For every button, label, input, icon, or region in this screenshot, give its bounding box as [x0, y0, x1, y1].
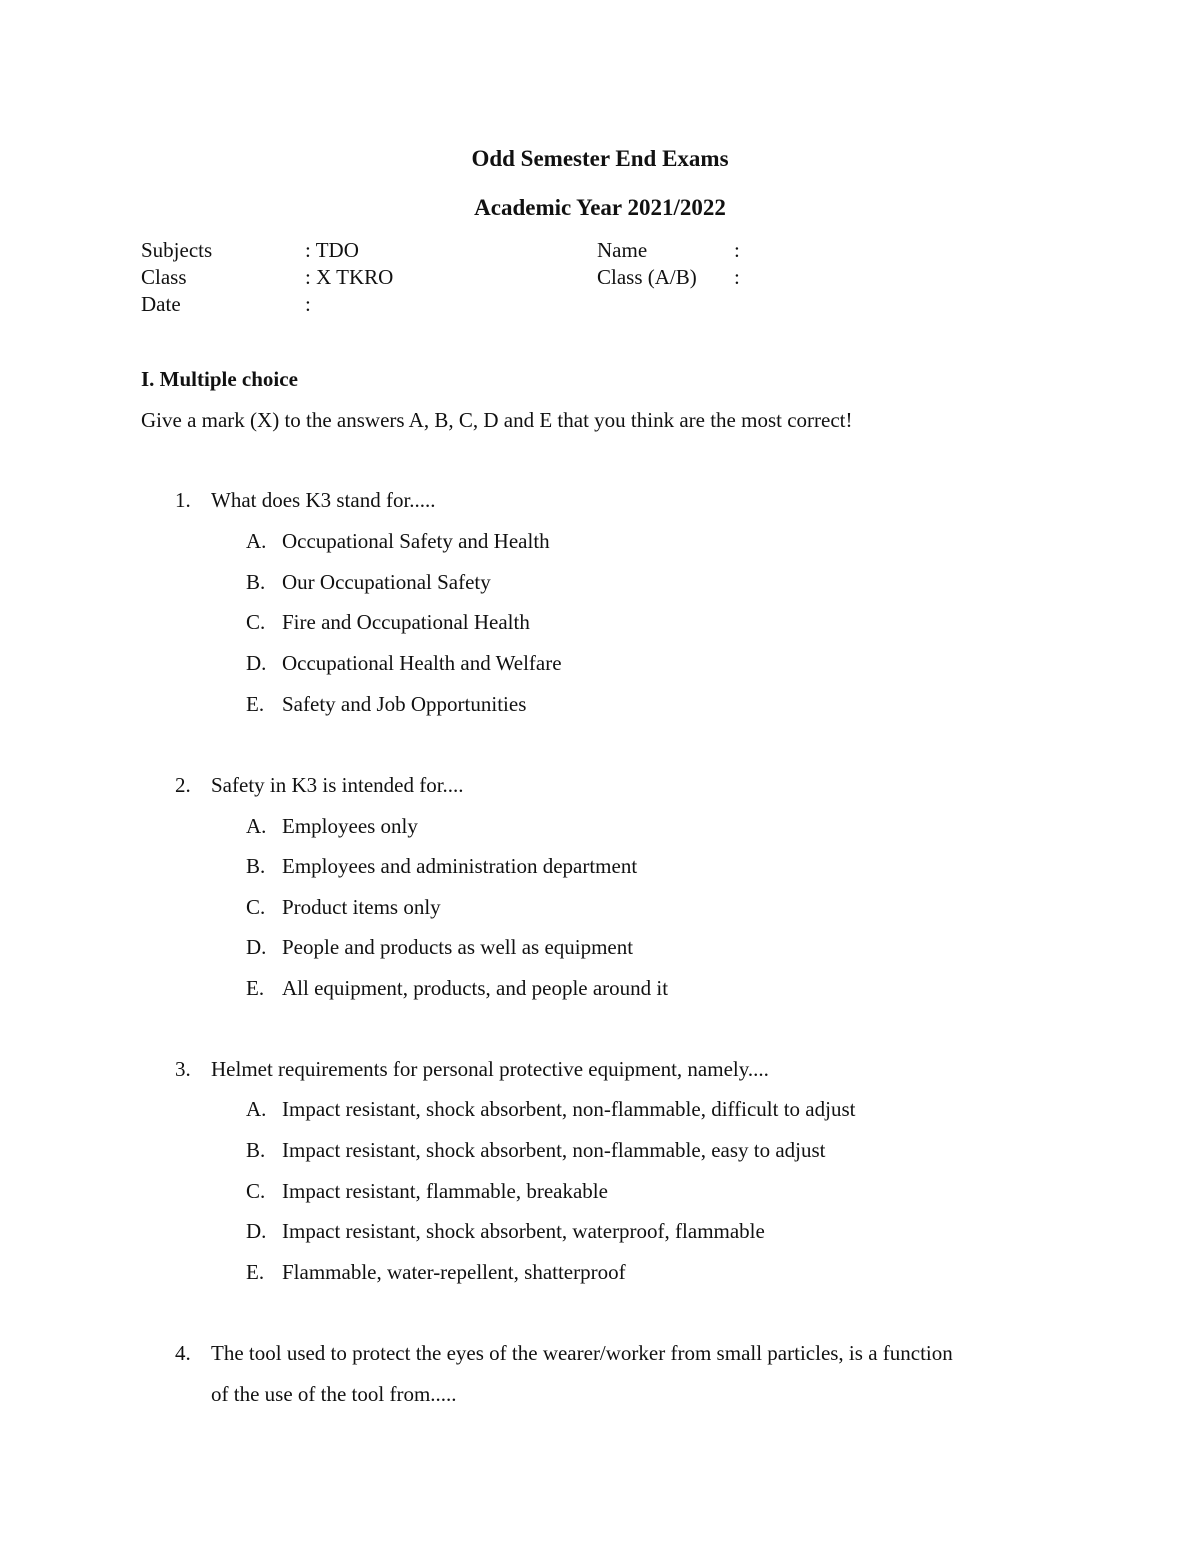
option-letter: A.	[246, 1097, 267, 1121]
subjects-label: Subjects	[141, 238, 213, 262]
option-letter: B.	[246, 1138, 266, 1162]
name-label: Name	[597, 238, 648, 262]
class-label: Class	[141, 265, 187, 289]
option-text: Occupational Health and Welfare	[282, 651, 562, 675]
option-letter: E.	[246, 976, 265, 1000]
question-number: 2.	[175, 773, 191, 797]
page-subtitle: Academic Year 2021/2022	[474, 195, 726, 220]
option-letter: A.	[246, 814, 267, 838]
section-instruction: Give a mark (X) to the answers A, B, C, D and E that you think are the most correct!	[141, 408, 853, 432]
option-text: Impact resistant, shock absorbent, non-flammable, difficult to adjust	[282, 1097, 856, 1121]
option-letter: C.	[246, 1179, 266, 1203]
class-value: : X TKRO	[305, 265, 394, 289]
option-letter: E.	[246, 692, 265, 716]
option-text: Product items only	[282, 895, 441, 919]
option-text: Our Occupational Safety	[282, 570, 491, 594]
option-letter: B.	[246, 570, 266, 594]
question-text-continued: of the use of the tool from.....	[211, 1382, 457, 1406]
date-value: :	[305, 292, 311, 316]
class-ab-value: :	[734, 265, 740, 289]
option-letter: D.	[246, 1219, 267, 1243]
option-text: Impact resistant, flammable, breakable	[282, 1179, 608, 1203]
option-text: Safety and Job Opportunities	[282, 692, 527, 716]
option-text: Occupational Safety and Health	[282, 529, 550, 553]
option-letter: E.	[246, 1260, 265, 1284]
question-text: Safety in K3 is intended for....	[211, 773, 464, 797]
option-text: Employees and administration department	[282, 854, 638, 878]
question-text: What does K3 stand for.....	[211, 488, 436, 512]
option-letter: C.	[246, 895, 266, 919]
question-text: The tool used to protect the eyes of the wearer/worker from small particles, is a function	[211, 1341, 953, 1365]
name-value: :	[734, 238, 740, 262]
option-letter: B.	[246, 854, 266, 878]
class-ab-label: Class (A/B)	[597, 265, 697, 289]
option-text: All equipment, products, and people around it	[282, 976, 669, 1000]
page-title: Odd Semester End Exams	[471, 146, 729, 171]
option-text: People and products as well as equipment	[282, 935, 634, 959]
option-letter: A.	[246, 529, 267, 553]
question-number: 3.	[175, 1057, 191, 1081]
section-heading: I. Multiple choice	[141, 367, 298, 391]
question-number: 1.	[175, 488, 191, 512]
option-text: Fire and Occupational Health	[282, 610, 530, 634]
question-text: Helmet requirements for personal protective equipment, namely....	[211, 1057, 769, 1081]
option-text: Impact resistant, shock absorbent, non-flammable, easy to adjust	[282, 1138, 826, 1162]
option-text: Employees only	[282, 814, 418, 838]
option-letter: D.	[246, 651, 267, 675]
subjects-value: : TDO	[305, 238, 359, 262]
option-letter: C.	[246, 610, 266, 634]
date-label: Date	[141, 292, 181, 316]
option-letter: D.	[246, 935, 267, 959]
question-number: 4.	[175, 1341, 191, 1365]
option-text: Impact resistant, shock absorbent, waterproof, flammable	[282, 1219, 765, 1243]
option-text: Flammable, water-repellent, shatterproof	[282, 1260, 626, 1284]
